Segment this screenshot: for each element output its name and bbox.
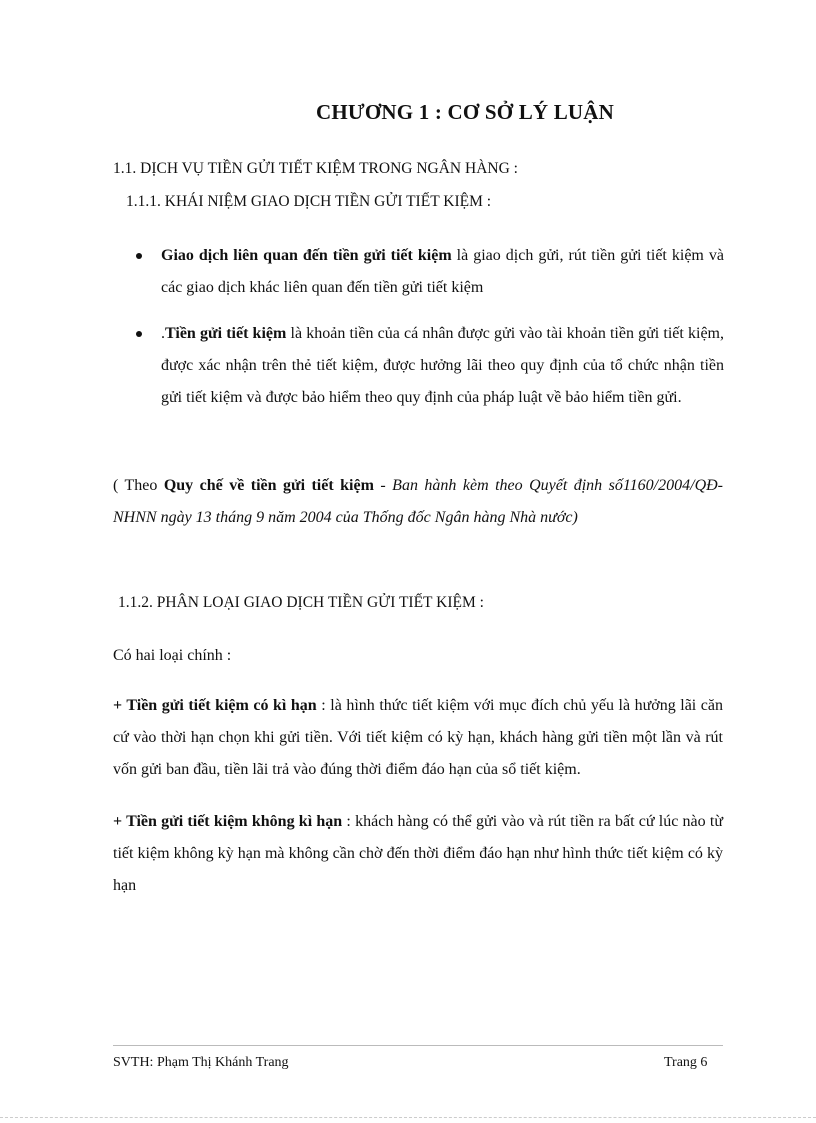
- type-text: : khách hàng có thể gửi vào và rút tiền ra bất cứ lúc nào từ tiết kiệm không kỳ hạn mà không cần chờ đến thời điểm đáo hạn như hình thức tiết kiệm có kỳ hạn: [113, 813, 724, 894]
- definition-term: Tiền gửi tiết kiệm: [165, 325, 287, 342]
- non-term-deposit-paragraph: [113, 806, 723, 902]
- bullet-icon: [136, 331, 142, 337]
- footer-page-number: Trang 6: [664, 1055, 708, 1070]
- section-heading-1-1-1: 1.1.1. KHÁI NIỆM GIAO DỊCH TIỀN GỬI TIẾT KIỆM :: [126, 193, 492, 210]
- intro-paragraph: Có hai loại chính :: [113, 647, 232, 664]
- term-deposit-paragraph: [113, 690, 723, 786]
- bullet-icon: [136, 253, 142, 259]
- definition-text: là giao dịch gửi, rút tiền gửi tiết kiệm và các giao dịch khác liên quan đến tiền gửi tiết kiệm: [161, 247, 725, 296]
- definition-prefix: .: [161, 325, 165, 342]
- citation-dash: -: [373, 477, 393, 494]
- citation-title: Quy chế về tiền gửi tiết kiệm: [163, 477, 374, 494]
- chapter-title: CHƯƠNG 1 : CƠ SỞ LÝ LUẬN: [316, 100, 615, 124]
- page-bottom-divider: [0, 1117, 816, 1118]
- citation-open: ( Theo: [113, 477, 164, 494]
- citation-paragraph: [113, 470, 723, 534]
- definition-text: là khoản tiền của cá nhân được gửi vào tài khoản tiền gửi tiết kiệm, được xác nhận trên thẻ tiết kiệm, được hưởng lãi theo quy định của tổ chức nhận tiền gửi tiết kiệm và được bảo hiểm theo quy định của pháp luật về bảo hiểm tiền gửi.: [161, 325, 724, 406]
- list-item: [131, 318, 724, 414]
- type-term: + Tiền gửi tiết kiệm có kì hạn: [113, 697, 317, 714]
- type-text: : là hình thức tiết kiệm với mục đích chủ yếu là hưởng lãi căn cứ vào thời hạn chọn khi gửi tiền. Với tiết kiệm có kỳ hạn, khách hàng gửi tiền một lần và rút vốn gửi ban đầu, tiền lãi trả vào đúng thời điểm đáo hạn của sổ tiết kiệm.: [113, 697, 724, 778]
- footer-divider: [113, 1045, 723, 1046]
- list-item: [131, 240, 724, 304]
- section-heading-1-1-2: 1.1.2. PHÂN LOẠI GIAO DỊCH TIỀN GỬI TIẾT KIỆM :: [118, 594, 484, 611]
- section-heading-1-1: 1.1. DỊCH VỤ TIỀN GỬI TIẾT KIỆM TRONG NGÂN HÀNG :: [113, 160, 518, 177]
- type-term: + Tiền gửi tiết kiệm không kì hạn: [113, 813, 343, 830]
- definition-list: [131, 240, 724, 414]
- citation-source: Ban hành kèm theo Quyết định số1160/2004/QĐ-NHNN ngày 13 tháng 9 năm 2004 của Thống đốc Ngân hàng Nhà nước): [113, 477, 724, 526]
- footer-author: SVTH: Phạm Thị Khánh Trang: [113, 1055, 289, 1070]
- definition-term: Giao dịch liên quan đến tiền gửi tiết kiệm: [161, 247, 452, 264]
